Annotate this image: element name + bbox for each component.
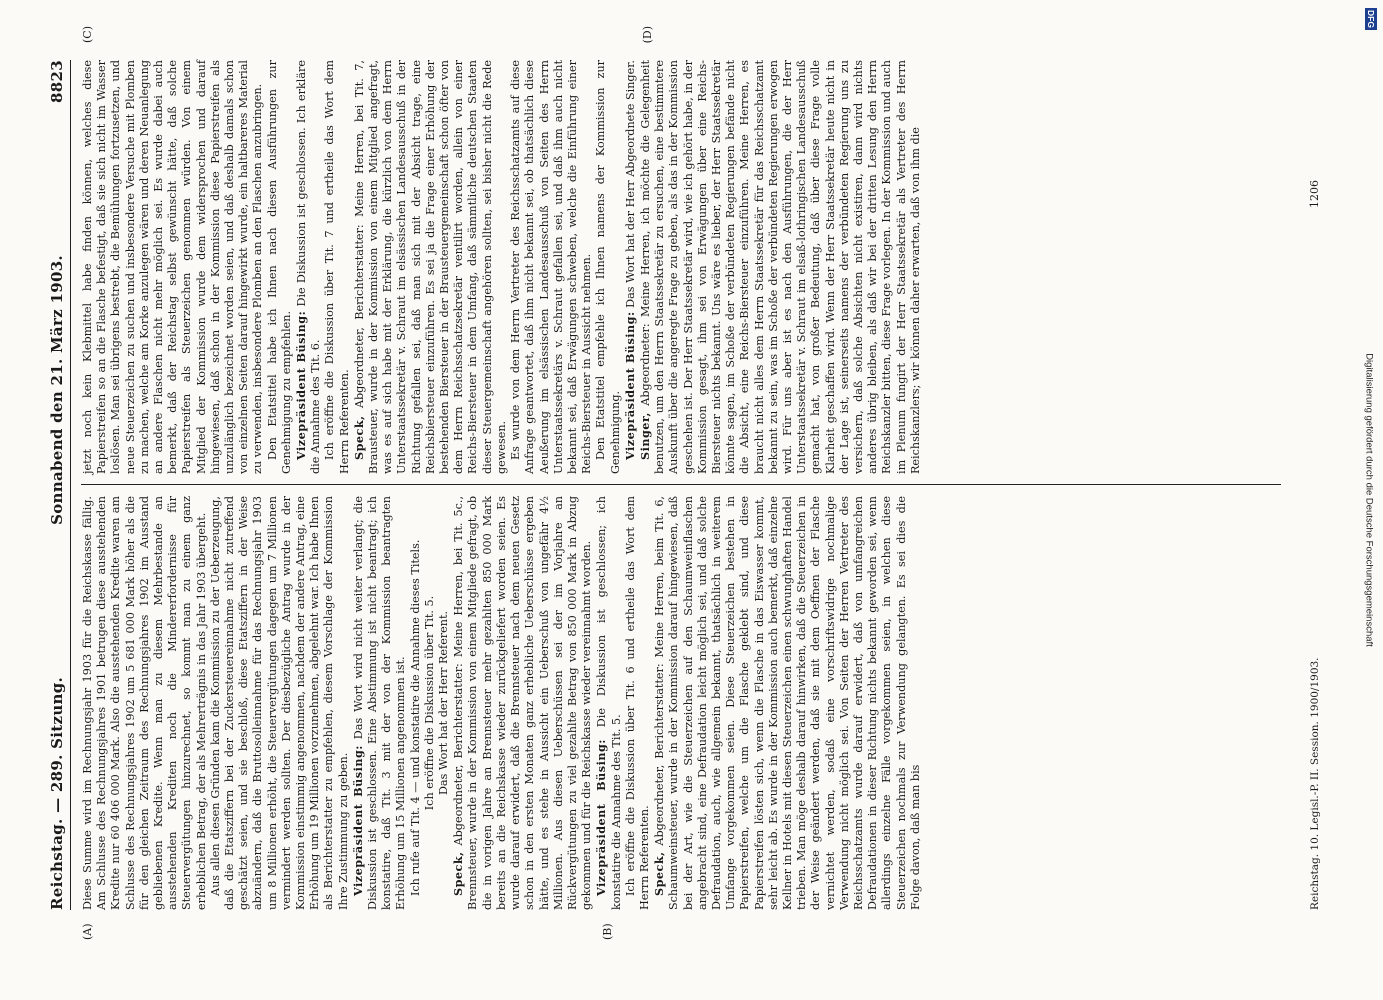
- margin-marker-d: (D): [641, 26, 654, 44]
- margin-marker-c: (C): [81, 26, 94, 43]
- speech-text: Das Wort hat der Herr Abgeordnete Singer.: [623, 60, 637, 312]
- page-number: 8823: [48, 60, 66, 103]
- speaker-name: Vizepräsident Büsing:: [294, 310, 309, 460]
- paragraph: Ich eröffne die Diskussion über Tit. 7 und ertheile das Wort dem Herrn Referenten.: [323, 60, 351, 474]
- paragraph: [594, 496, 623, 910]
- header-title: Reichstag. — 289. Sitzung.: [48, 676, 66, 910]
- digitization-credit: [1361, 0, 1377, 1000]
- paragraph: [351, 496, 409, 910]
- footer-sheet-number: [1308, 60, 1321, 480]
- paragraph: Das Wort hat der Herr Referent.: [437, 610, 451, 796]
- speaker-name: Vizepräsident Büsing:: [622, 311, 637, 460]
- credit-text: Digitalisierung gefördert durch die Deutsche Forschungsgemeinschaft: [1363, 353, 1375, 647]
- speech-text: Abgeordneter, Berichterstatter: Meine Herren, bei Tit. 7, Brausteuer, wurde in der Kommission von einem Mitglied angefragt, was es auf sich habe mit der Erklärung, die kürzlich von dem Herrn Unterstaatssekretär v. Schraut im elsässischen Landesausschuß in der Richtung gefallen sei, daß man sich mit der Absicht trage, eine Reichsbiersteuer einzuführen. Es sei ja die Frage einer Erhöhung der bestehenden Biersteuer in der Brausteuergemeinschaft schon öfter von dem Herrn Reichsschatzsekretär ventilirt worden, allein von einer Reichs-Biersteuer in dem Umfang, daß sämmtliche deutschen Staaten dieser Steuergemeinschaft angehören sollten, sei bisher nicht die Rede gewesen.: [352, 60, 508, 474]
- paragraph: Den Etatstitel empfehle ich Ihnen namens der Kommission zur Genehmigung.: [594, 60, 622, 474]
- speech-text: Das Wort wird nicht weiter verlangt; die Diskussion ist geschlossen. Eine Abstimmung ist nicht beantragt; ich konstatire, daß Tit. 3 mit der von der Kommission beantragten Erhöhung um 15 Millionen angenommen ist.: [351, 496, 408, 910]
- paragraph: [652, 496, 923, 910]
- margin-marker-a: (A): [81, 923, 94, 940]
- sheet-number: 1206: [1308, 180, 1321, 208]
- speech-text: Abgeordneter, Berichterstatter: Meine Herren, bei Tit. 5c., Brennsteuer, wurde in der Kommission von einem Mitgliede gefragt, ob die in vorigen Jahre an Brennsteuer mehr gezahlten 850 000 Mark bereits an die Reichskasse wieder zurückgeliefert worden seien. Es wurde darauf erwidert, daß die Brennsteuer nach dem neuen Gesetz schon in den ersten Monaten ganz erhebliche Ueberschüsse ergeben hätte, und es stehe in Aussicht ein Ueberschuß von ungefähr 4½ Millionen. Aus diesen Ueberschüssen sei der im Vorjahre an Rückvergütungen zu viel gezahlte Betrag von 850 000 Mark in Abzug gekommen und für die Reichskasse wieder vereinnahmt worden.: [452, 496, 594, 910]
- speech-text: Die Diskussion ist geschlossen; ich konstatire die Annahme des Tit. 5.: [595, 496, 623, 910]
- paragraph: Es wurde von dem Herrn Vertreter des Reichsschatzamts auf diese Anfrage geantwortet, daß ihm nicht bekannt sei, ob thatsächlich diese Aeußerung im elsässischen Landesausschuß von Seiten des Herrn Unterstaatssekretärs v. Schraut gefallen sei, und daß ihm auch nicht bekannt sei, daß Erwägungen schweben, welche die Einführung einer Reichs-Biersteuer in Aussicht nehmen.: [509, 60, 594, 474]
- paragraph: Aus allen diesen Gründen kam die Kommission zu der Ueberzeugung, daß die Etatsziffern bei der Zuckersteuereinnahme nicht zutreffend geschätzt seien, und sie beschloß, diese Etatsziffern in der Weise abzuändern, daß die Bruttosolleinnahme für das Rechnungsjahr 1903 um 8 Millionen erhöht, die Steuervergütungen dagegen um 7 Millionen vermindert werden sollten. Der diesbezügliche Antrag wurde in der Kommission einstimmig angenommen, nachdem der andere Antrag, eine Erhöhung um 19 Millionen vorzunehmen, abgelehnt war. Ich habe Ihnen als Berichterstatter zu empfehlen, diesem Vorschlage der Kommission Ihre Zustimmung zu geben.: [208, 496, 350, 910]
- page-header: [48, 60, 71, 910]
- speaker-name: Speck,: [351, 415, 366, 460]
- paragraph: Diese Summe wird im Rechnungsjahr 1903 für die Reichskasse fällig. Am Schlusse des Rechnungsjahres 1901 betrugen diese ausstehenden Kredite nur 60 406 000 Mark. Also die ausstehenden Kredite waren am Schlusse des Rechnungsjahres 1902 um 5 681 000 Mark höher als die für den gleichen Zeitraum des Rechnungsjahres 1902 im Ausstand gebliebenen Kredite. Wenn man zu diesem Mehrbestande an ausstehenden Krediten noch die Mindererfordernisse für Steuervergütungen hinzurechnet, so kommt man zu einem ganz erheblichen Betrag, der als Mehrerträgnis in das Jahr 1903 übergeht.: [81, 496, 208, 910]
- speaker-name: Vizepräsident Büsing:: [350, 745, 365, 896]
- paragraph: [352, 60, 509, 474]
- column-divider: [81, 484, 1281, 485]
- speech-text: Die Diskussion ist geschlossen. Ich erkläre die Annahme des Tit. 6.: [295, 60, 323, 474]
- right-column: [81, 26, 1281, 474]
- footer-session-note: Reichstag. 10. Legisl.-P. II. Session. 1900/1903.: [1309, 657, 1321, 910]
- paragraph: Den Etatstitel habe ich Ihnen nach diesen Ausführungen zur Genehmigung zu empfehlen.: [265, 60, 293, 474]
- paragraph: Ich rufe auf Tit. 4 — und konstatire die Annahme dieses Titels.: [408, 539, 422, 896]
- dfg-logo: DFG: [1366, 10, 1376, 28]
- paragraph: jetzt noch kein Klebmittel habe finden können, welches diese Papierstreifen so an die Flasche befestigt, daß sie sich nicht im Wasser loslösen. Man sei übrigens bestrebt, die Bemühungen fortzusetzen, und neue Steuerzeichen zu suchen und insbesondere Versuche mit Plomben zu machen, welche am Korke anzulegen wären und deren Neuanlegung an andere Flaschen nicht mehr möglich sei. Es wurde dabei auch bemerkt, daß der Reichstag selbst gewünscht hätte, daß solche Papierstreifen als Steuerzeichen genommen würden. Von einem Mitglied der Kommission wurde dem widersprochen und darauf hingewiesen, daß schon in der Kommission diese Papierstreifen als unzulänglich bezeichnet worden seien, und daß deshalb damals schon von einzelnen Seiten darauf hingewirkt wurde, ein haltbareres Material zu verwenden, insbesondere Plomben an den Flaschen anzubringen.: [81, 60, 265, 474]
- speech-text: Abgeordneter, Berichterstatter: Meine Herren, beim Tit. 6, Schaumweinsteuer, wurde in der Kommission darauf hingewiesen, daß bei der Art, wie die Steuerzeichen auf den Schaumweinflaschen angebracht sind, eine Defraudation leicht möglich sei, und daß solche Defraudation, auch, wie allgemein bekannt, thatsächlich in weiterem Umfange vorgekommen seien. Diese Steuerzeichen bestehen in Papierstreifen, welche um die Flasche geklebt sind, und diese Papierstreifen lösten sich, wenn die Flasche in das Eiswasser kommt, sehr leicht ab. Es wurde in der Kommission auch bemerkt, daß einzelne Kellner in Hotels mit diesen Steuerzeichen einen schwunghaften Handel trieben. Man möge deshalb darauf hinwirken, daß die Steuerzeichen in der Weise geändert werden, daß sie mit dem Oeffnen der Flasche vernichtet werden, sodaß eine vorschriftswidrige nochmalige Verwendung nicht möglich sei. Von Seiten der Herren Vertreter des Reichsschatzamts wurde darauf erwidert, daß von umfangreichen Defraudationen in dieser Richtung nichts bekannt geworden sei, wenn allerdings einzelne Fälle vorgekommen seien, in welchen diese Steuerzeichen nochmals zur Verwendung gelangten. Es sei dies die Folge davon, daß man bis: [653, 496, 922, 910]
- header-date: Sonnabend den 21. März 1903.: [48, 255, 66, 525]
- paragraph: Ich eröffne die Diskussion über Tit. 5.: [422, 595, 436, 811]
- speaker-name: Speck,: [451, 851, 466, 896]
- paragraph: [451, 496, 594, 910]
- paragraph: Ich eröffne die Diskussion über Tit. 6 und ertheile das Wort dem Herrn Referenten.: [623, 496, 651, 910]
- speaker-name: Speck,: [652, 851, 667, 896]
- speech-text: Abgeordneter: Meine Herren, ich möchte die Gelegenheit benutzen, um den Herrn Staatssekretär zu ersuchen, eine bestimmtere Auskunft über die angeregte Frage zu geben, als das in der Kommission geschehen ist. Der Herr Staatssekretär wird, wie ich gehört habe, in der Kommission gesagt, ihm sei von Erwägungen über eine Reichs-Biersteuer nichts bekannt. Uns wäre es lieber, der Herr Staatssekretär könnte sagen, im Schoße der verbündeten Regierungen befände nicht die Absicht, eine Reichs-Biersteuer einzuführen. Meine Herren, es braucht nicht alles dem Herrn Staatssekretär für das Reichsschatzamt bekannt zu sein, was im Schoße der verbündeten Regierungen erwogen wird. Für uns aber ist es nach den Ausführungen, die der Herr Unterstaatssekretär v. Schraut im elsaß-lothringischen Landesausschuß gemacht hat, von großer Bedeutung, daß über diese Frage volle Klarheit geschaffen wird. Wenn der Herr Staatssekretär heute nicht in der Lage ist, seinerseits namens der verbündeten Regierung uns zu versichern, daß solche Absichten nicht existiren, dann wird nichts anderes übrig bleiben, als daß wir bei der dritten Lesung den Herrn Reichskanzler bitten, diese Frage vorlegen. In der Kommission und auch im Plenum fungirt der Herr Staatssekretär als Vertreter des Herrn Reichskanzlers; wir können daher erwarten, daß von ihm die: [638, 60, 922, 474]
- speaker-name: Singer,: [637, 412, 652, 460]
- speaker-name: Vizepräsident Büsing:: [594, 739, 609, 896]
- paragraph: [623, 60, 638, 474]
- paragraph: [294, 60, 323, 474]
- two-column-body: [81, 26, 1281, 940]
- paragraph: [638, 60, 923, 474]
- left-column: [81, 496, 1281, 940]
- margin-marker-b: (B): [601, 923, 614, 940]
